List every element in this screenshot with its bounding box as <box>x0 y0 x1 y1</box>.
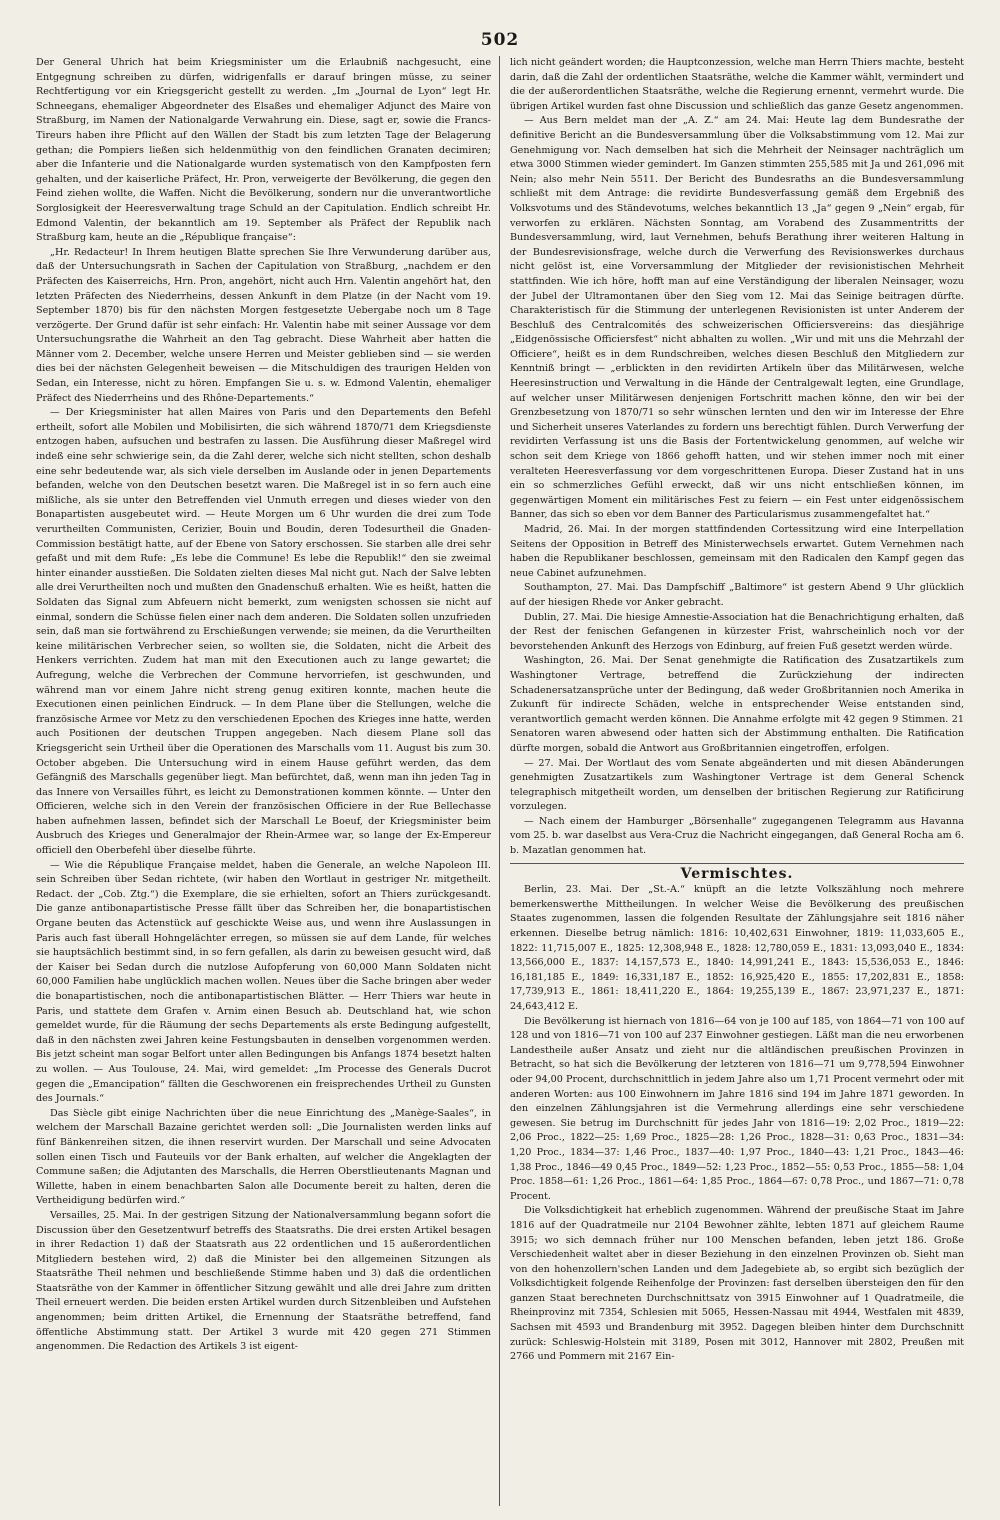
article-republique-francaise: — Wie die République Française meldet, haben die Generale, an welche Napoleon III. sein Schreiben über Sedan richtete, (wir haben den Wortlaut in gestriger Nr. mitgetheilt. Redact. der „Cob. Ztg.“) die Exemplare, die sie erhielten, sofort an Thiers zurückgesandt. Die ganze antibonapartistische Presse fällt über das Schreiben her, die bonapartistischen Organe beuten das Actenstück auf geschickte Weise aus, und wenn ihre Auslassungen in Paris auch fast überall Hohngelächter erregen, so müssen sie auf dem Lande, für welches sie hauptsächlich bestimmt sind, in so fern gefallen, als darin zu beweisen gesucht wird, daß der Kaiser bei Sedan durch die nutzlose Aufopferung von 60,000 Mann Soldaten nicht 60,000 Familien habe unglücklich machen wollen. Neues über die Sache bringen aber weder die bonapartistischen, noch die antibonapartistischen Blätter. — Herr Thiers war heute in Paris, und stattete dem Grafen v. Arnim einen Besuch ab. Deutschland hat, wie schon gemeldet wurde, für die Räumung der sechs Departements als erste Bedingung aufgestellt, daß in den nächsten zwei Jahren keine Festungsbauten in denselben vorgenommen werden. Bis jetzt scheint man sogar Belfort unter allen Bedingungen bis Anfangs 1874 besetzt halten zu wollen. — Aus Toulouse, 24. Mai, wird gemeldet: „Im Processe des Generals Ducrot gegen die „Emancipation“ fällten die Geschworenen ein freisprechendes Urtheil zu Gunsten des Journals.“ <box>36 859 491 1105</box>
article-madrid: Madrid, 26. Mai. In der morgen stattfindenden Cortessitzung wird eine Interpellation Seitens der Opposition in Betreff des Ministerwechsels erwartet. Gutem Vernehmen nach haben die Republikaner beschlossen, gemeinsam mit den Radicalen den Kampf gegen das neue Cabinet aufzunehmen. <box>510 524 964 579</box>
article-siecle: Das Siècle gibt einige Nachrichten über die neue Einrichtung des „Manège-Saales“, in welchem der Marschall Bazaine gerichtet werden soll: „Die Journalisten werden links auf fünf Bänkenreihen sitzen, die ihnen reservirt wurden. Der Marschall und seine Advocaten sollen einen Tisch und Fauteuils vor der Bank erhalten, auf welcher die Angeklagten der Commune saßen; die Adjutanten des Marschalls, die Herren Oberstlieutenants Magnan und Willette, haben in einem benachbarten Salon alle Documente bereit zu halten, deren die Vertheidigung bedürfen wird.“ <box>36 1107 491 1207</box>
columns <box>30 56 970 1506</box>
section-heading-vermischtes: Vermischtes. <box>510 863 964 882</box>
article-valentin-letter: „Hr. Redacteur! In Ihrem heutigen Blatte sprechen Sie Ihre Verwunderung darüber aus, daß der Untersuchungsrath in Sachen der Capitulation von Straßburg, „nachdem er den Präfecten des Kaiserreichs, Hrn. Pron, angehört, nicht auch Hrn. Valentin angehört hat, den letzten Präfecten des Niederrheins, dessen Ankunft in dem Platze (in der Nacht vom 19. September 1870) bis für den nächsten Morgen festgesetzte Uebergabe noch um 8 Tage verzögerte. Der Grund dafür ist sehr einfach: Hr. Valentin habe mit seiner Aussage vor dem Untersuchungsrathe die Wahrheit an den Tag gebracht. Diese Wahrheit aber hatten die Männer vom 2. December, welche unsere Herren und Meister geblieben sind — sie werden dies bei der nächsten Gelegenheit beweisen — die Mitschuldigen des traurigen Helden von Sedan, ein Interesse, nicht zu hören. Empfangen Sie u. s. w. Edmond Valentin, ehemaliger Präfect des Niederrheins und des Rhône-Departements.“ <box>36 246 491 404</box>
article-washington-27: — 27. Mai. Der Wortlaut des vom Senate abgeänderten und mit diesen Abänderungen genehmigten Zusatzartikels zum Washingtoner Vertrage ist dem General Schenck telegraphisch mitgetheilt worden, um denselben der britischen Regierung zur Ratificirung vorzulegen. <box>510 757 964 813</box>
article-population-density: Die Volksdichtigkeit hat erheblich zugenommen. Während der preußische Staat im Jahre 1816 auf der Quadratmeile nur 2104 Bewohner zählte, lebten 1871 auf gleichem Raume 3915; wo sich demnach früher nur 100 Menschen befanden, leben jetzt 186. Große Verschiedenheit waltet aber in dieser Beziehung in den einzelnen Provinzen ob. Sieht man von den hohenzollern'schen Landen und dem Jadegebiete ab, so ergibt sich bezüglich der Volksdichtigkeit folgende Reihenfolge der Provinzen: fast derselben übersteigen den für den ganzen Staat berechneten Durchschnittsatz von 3915 Einwohner auf 1 Quadratmeile, die Rheinprovinz mit 7354, Schlesien mit 5065, Hessen-Nassau mit 4944, Westfalen mit 4839, Sachsen mit 4593 und Brandenburg mit 3952. Dagegen bleiben hinter dem Durchschnitt zurück: Schleswig-Holstein mit 3189, Posen mit 3012, Hannover mit 2802, Preußen mit 2766 und Pommern mit 2167 Ein- <box>510 1205 964 1363</box>
article-washington: Washington, 26. Mai. Der Senat genehmigte die Ratification des Zusatzartikels zum Washingtoner Vertrage, betreffend die Zurückziehung der indirecten Schadenersatzansprüche unter der Bedingung, daß weder Großbritannien noch Amerika in Zukunft für indirecte Schäden, welche in entsprechender Weise entstanden sind, verantwortlich gemacht werden können. Die Annahme erfolgte mit 42 gegen 9 Stimmen. 21 Senatoren waren abwesend oder hatten sich der Abstimmung enthalten. Die Ratification dürfte morgen, sobald die Antwort aus Großbritannien eingetroffen, erfolgen. <box>510 655 964 754</box>
article-staatsrath-cont: lich nicht geändert worden; die Hauptconzession, welche man Herrn Thiers machte, besteht darin, daß die Zahl der ordentlichen Staatsräthe, welche die Kammer wählt, vermindert und die der außerordentlichen Staatsräthe, welche die Regierung ernennt, vermehrt wurde. Die übrigen Artikel wurden fast ohne Discussion und schließlich das ganze Gesetz angenommen. <box>510 57 964 112</box>
article-population-growth: Die Bevölkerung ist hiernach von 1816—64 von je 100 auf 185, von 1864—71 von 100 auf 128 und von 1816—71 von 100 auf 237 Einwohner gestiegen. Läßt man die neu erworbenen Landestheile außer Ansatz und zieht nur die altländischen preußischen Provinzen in Betracht, so hat sich die Bevölkerung der letzteren von 1816—71 um 9,778,594 Einwohner oder 94,00 Procent, durchschnittlich in jedem Jahre also um 1,71 Procent vermehrt oder mit anderen Worten: aus 100 Einwohnern im Jahre 1816 sind 194 im Jahre 1871 geworden. In den einzelnen Zählungsjahren ist die Vermehrung allerdings eine sehr verschiedene gewesen. Sie betrug im Durchschnitt für jedes Jahr von 1816—19: 2,02 Proc., 1819—22: 2,06 Proc., 1822—25: 1,69 Proc., 1825—28: 1,26 Proc., 1828—31: 0,63 Proc., 1831—34: 1,20 Proc., 1834—37: 1,46 Proc., 1837—40: 1,97 Proc., 1840—43: 1,21 Proc., 1843—46: 1,38 Proc., 1846—49 0,45 Proc., 1849—52: 1,23 Proc., 1852—55: 0,53 Proc., 1855—58: 1,04 Proc. 1858—61: 1,26 Proc., 1861—64: 1,85 Proc., 1864—67: 0,78 Proc., und 1867—71: 0,78 Procent. <box>510 1015 964 1202</box>
article-uhrich: Der General Uhrich hat beim Kriegsminister um die Erlaubniß nachgesucht, eine Entgegnung schreiben zu dürfen, widrigenfalls er darauf bringen müsse, zu seiner Rechtfertigung vor ein Kriegsgericht gestellt zu werden. „Im „Journal de Lyon“ legt Hr. Schneegans, ehemaliger Abgeordneter des Elsaßes und ehemaliger Adjunct des Maire von Straßburg, im Namen der Nationalgarde Verwahrung ein. Diese, sagt er, sowie die Francs-Tireurs haben ihre Pflicht auf den Wällen der Stadt bis zum letzten Tage der Belagerung gethan; die Pompiers ließen sich heldenmüthig von den feindlichen Granaten decimiren; aber die Infanterie und die Nationalgarde wurden systematisch von den Kampfposten fern gehalten, und der kaiserliche Präfect, Hr. Pron, verweigerte der Bevölkerung, die gegen den Feind ziehen wollte, die Waffen. Nicht die Bevölkerung, sondern nur die unverantwortliche Sorglosigkeit der Heeresverwaltung trage Schuld an der Capitulation. Endlich schreibt Hr. Edmond Valentin, der bekanntlich am 19. September als Präfect der Republik nach Straßburg kam, heute an die „République française“: <box>36 57 491 244</box>
article-versailles: Versailles, 25. Mai. In der gestrigen Sitzung der Nationalversammlung begann sofort die Discussion über den Gesetzentwurf betreffs des Staatsraths. Die drei ersten Artikel besagen in ihrer Redaction 1) daß der Staatsrath aus 22 ordentlichen und 15 außerordentlichen Mitgliedern bestehen wird, 2) daß die Minister bei den allgemeinen Sitzungen als Staatsräthe Theil nehmen und beschließende Stimme haben und 3) daß die ordentlichen Staatsräthe von der Kammer in öffentlicher Sitzung gewählt und alle drei Jahre zum dritten Theil erneuert werden. Die beiden ersten Artikel wurden durch Sitzenbleiben und Aufstehen angenommen; beim dritten Artikel, die Ernennung der Staatsräthe betreffend, fand öffentliche Abstimmung statt. Der Artikel 3 wurde mit 420 gegen 271 Stimmen angenommen. Die Redaction des Artikels 3 ist eigent- <box>36 1209 491 1353</box>
article-bern: — Aus Bern meldet man der „A. Z.“ am 24. Mai: Heute lag dem Bundesrathe der definitive Bericht an die Bundesversammlung über die Volksabstimmung vom 12. Mai zur Genehmigung vor. Nach demselben hat sich die Mehrheit der Neinsager nachträglich um etwa 3000 Stimmen wieder gemindert. Im Ganzen stimmten 255,585 mit Ja und 261,096 mit Nein; also mehr Nein 5511. Der Bericht des Bundesraths an die Bundesversammlung schließt mit dem Antrage: die revidirte Bundesverfassung gemäß dem Ergebniß des Volksvotums und des Ständevotums, welches bekanntlich 13 „Ja“ gegen 9 „Nein“ ergab, für verworfen zu erklären. Nächsten Sonntag, am Vorabend des Zusammentritts der Bundesversammlung, wird, laut Vernehmen, behufs Berathung ihrer weiteren Haltung in der Bundesrevisionsfrage, welche durch die Verwerfung des Revisionswerkes durchaus nicht gelöst ist, eine Vorversammlung der Mitglieder der revisionistischen Mehrheit stattfinden. Wie ich höre, hofft man auf eine Verständigung der liberalen Neinsager, wozu der Jubel der Ultramontanen über den Sieg vom 12. Mai das Seinige beitragen dürfte. Charakteristisch für die Stimmung der unterlegenen Revisionisten ist unter Anderem der Beschluß des Centralcomités des schweizerischen Officiersvereins: das diesjährige „Eidgenössische Officiersfest“ nicht abhalten zu wollen. „Wir und mit uns die Mehrzahl der Officiere“, heißt es in dem Rundschreiben, welches diesen Beschluß den Mitgliedern zur Kenntniß bringt — „erblickten in den revidirten Artikeln über das Militärwesen, welche Heeresinstruction und Verwaltung in die Hände der Centralgewalt legten, eine Grundlage, auf welcher unser Militärwesen denjenigen Fortschritt machen könne, den wir bei der Grenzbesetzung von 1870/71 so sehr wünschen lernten und den wir im Interesse der Ehre und Sicherheit unseres Vaterlandes zu fordern uns berechtigt fühlen. Durch Verwerfung der revidirten Verfassung ist uns die Basis der Fortentwickelung genommen, auf welche wir schon seit dem Kriege von 1866 gehofft hatten, und wir stehen immer noch mit einer veralteten Heeresverfassung vor dem vorgeschrittenen Europa. Dieser Zustand hat in uns ein so schmerzliches Gefühl erweckt, daß wir uns nicht entschließen können, im gegenwärtigen Moment ein militärisches Fest zu feiern — ein Fest unter eidgenössischem Banner, das sich so eben vor dem Banner des Particularismus zusammengefaltet hat.“ <box>510 115 964 521</box>
left-column <box>30 56 500 1506</box>
article-havanna: — Nach einem der Hamburger „Börsenhalle“ zugegangenen Telegramm aus Havanna vom 25. b. war daselbst aus Vera-Cruz die Nachricht eingegangen, daß General Rocha am 6. b. Mazatlan genommen hat. <box>510 815 964 857</box>
page-number: 502 <box>480 30 520 50</box>
article-kriegsminister: — Der Kriegsminister hat allen Maires von Paris und den Departements den Befehl ertheilt, sofort alle Mobilen und Mobilisirten, die sich während 1870/71 dem Kriegsdienste entzogen haben, aufsuchen und bestrafen zu lassen. Die Ausführung dieser Maßregel wird indeß eine sehr schwierige sein, da die Zahl derer, welche sich nicht stellten, schon deshalb eine sehr bedeutende war, als sich viele derselben im Auslande oder in jenen Departements befanden, welche von den Deutschen besetzt waren. Die Maßregel ist in so fern auch eine mißliche, als sie unter den Betreffenden viel Unmuth erregen und dieses wieder von den Bonapartisten ausgebeutet wird. — Heute Morgen um 6 Uhr wurden die drei zum Tode verurtheilten Communisten, Cerizier, Bouin und Boudin, deren Todesurtheil die Gnaden-Commission bestätigt hatte, auf der Ebene von Satory erschossen. Sie starben alle drei sehr gefaßt und mit dem Rufe: „Es lebe die Commune! Es lebe die Republik!“ den sie zweimal hinter einander ausstießen. Die Soldaten zielten dieses Mal nicht gut. Nach der Salve lebten alle drei Verurtheilten noch und mußten den Gnadenschuß erhalten. Wie es heißt, hatten die Soldaten das Signal zum Abfeuern nicht bemerkt, zum wenigsten schossen sie nicht auf einmal, sondern die Schüsse fielen einer nach dem anderen. Die Soldaten sollen unzufrieden sein, daß man sie fortwährend zu Erschießungen verwende; sie meinen, da die Verurtheilten keine militärischen Verbrecher seien, so wollten sie, die Soldaten, nicht die Arbeit des Henkers verrichten. Zudem hat man mit den Executionen auch zu lange gewartet; die Aufregung, welche die Verbrechen der Commune hervorriefen, ist geschwunden, und während man vor einem Jahre nicht streng genug exitiren konnte, machen heute die Executionen einen peinlichen Eindruck. — In dem Plane über die Stellungen, welche die französische Armee vor Metz zu den verschiedenen Epochen des Krieges inne hatte, werden auch Positionen der deutschen Truppen angegeben. Nach diesem Plane soll das Kriegsgericht sein Urtheil über die Operationen des Marschalls vom 11. August bis zum 30. October abgeben. Die Untersuchung wird in einem Hause geführt werden, das dem Gefängniß des Marschalls gegenüber liegt. Man befürchtet, daß, wenn man ihn jeden Tag in das Innere von Versailles führt, es leicht zu Demonstrationen kommen könnte. — Unter den Officieren, welche sich in den Verein der französischen Officiere in der Rue Bellechasse haben aufnehmen lassen, befindet sich der Marschall Le Boeuf, der Kriegsminister beim Ausbruch des Krieges und Generalmajor der Rhein-Armee war, so lange der Ex-Empereur officiell den Oberbefehl über dieselbe führte. <box>36 407 491 857</box>
right-column <box>500 56 970 1506</box>
article-berlin-census: Berlin, 23. Mai. Der „St.-A.“ knüpft an die letzte Volkszählung noch mehrere bemerkenswerthe Mittheilungen. In welcher Weise die Bevölkerung des preußischen Staates zugenommen, lassen die folgenden Resultate der Zählungsjahre seit 1816 näher erkennen. Dieselbe betrug nämlich: 1816: 10,402,631 Einwohner, 1819: 11,033,605 E., 1822: 11,715,007 E., 1825: 12,308,948 E., 1828: 12,780,059 E., 1831: 13,093,040 E., 1834: 13,566,000 E., 1837: 14,157,573 E., 1840: 14,991,241 E., 1843: 15,536,053 E., 1846: 16,181,185 E., 1849: 16,331,187 E., 1852: 16,925,420 E., 1855: 17,202,831 E., 1858: 17,739,913 E., 1861: 18,411,220 E., 1864: 19,255,139 E., 1867: 23,971,237 E., 1871: 24,643,412 E. <box>510 884 964 1012</box>
article-southampton: Southampton, 27. Mai. Das Dampfschiff „Baltimore“ ist gestern Abend 9 Uhr glücklich auf der hiesigen Rhede vor Anker gebracht. <box>510 582 964 608</box>
article-dublin: Dublin, 27. Mai. Die hiesige Amnestie-Association hat die Benachrichtigung erhalten, daß der Rest der fenischen Gefangenen in kürzester Frist, wahrscheinlich noch vor der bevorstehenden Ankunft des Herzogs von Edinburg, auf freien Fuß gesetzt werden würde. <box>510 611 964 652</box>
